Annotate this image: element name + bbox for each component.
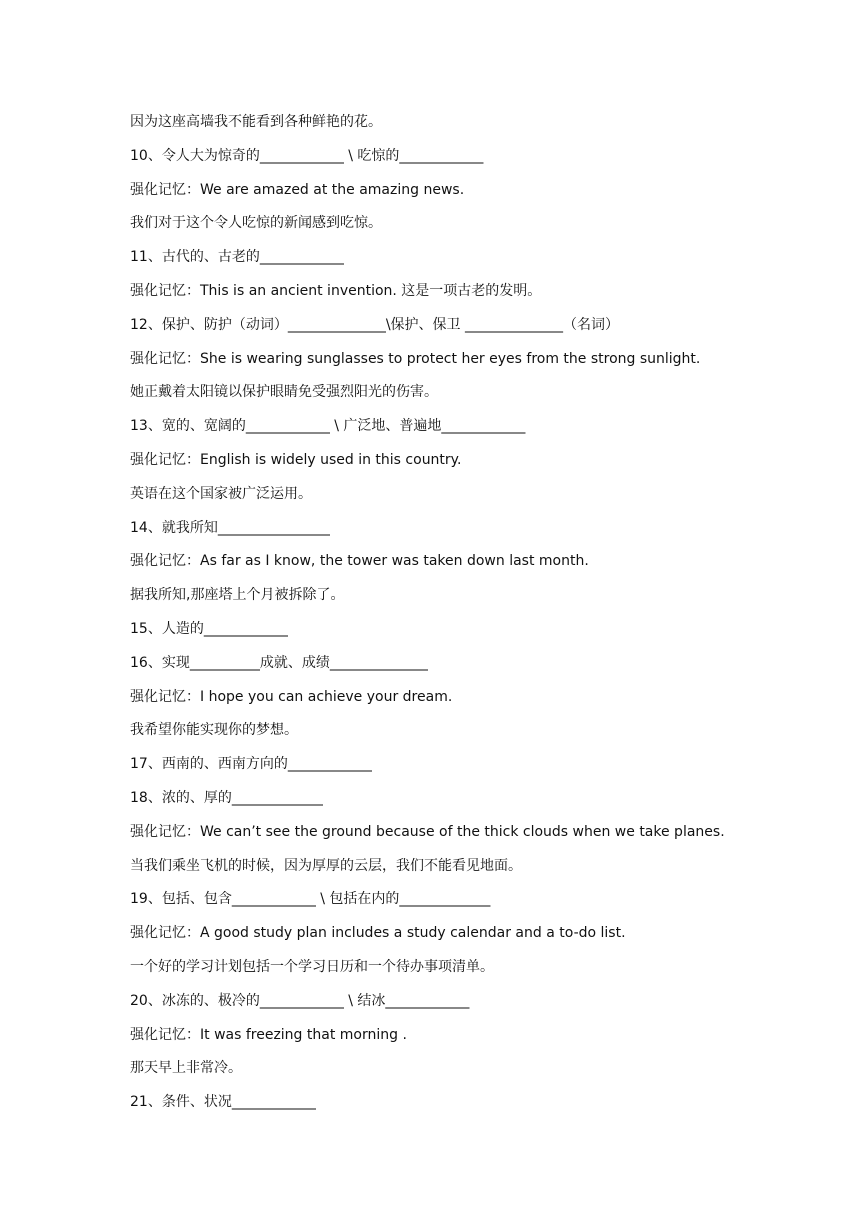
translation-line: 我希望你能实现你的梦想。: [130, 722, 298, 739]
vocab-item-20: 20、冰冻的、极冷的____________ \ 结冰____________: [130, 992, 470, 1009]
vocab-item-10: 10、令人大为惊奇的____________ \ 吃惊的____________: [130, 147, 484, 164]
translation-line: 英语在这个国家被广泛运用。: [130, 485, 312, 502]
reinforce-line: 强化记忆：She is wearing sunglasses to protect her eyes from the strong sunlight.: [130, 350, 701, 367]
reinforce-line: 强化记忆：As far as I know, the tower was taken down last month.: [130, 553, 589, 570]
translation-line: 一个好的学习计划包括一个学习日历和一个待办事项清单。: [130, 958, 494, 975]
text-lines: [130, 112, 770, 1126]
vocab-item-14: 14、就我所知________________: [130, 519, 330, 536]
sentence-line: 因为这座高墙我不能看到各种鲜艳的花。: [130, 114, 382, 130]
translation-line: 据我所知,那座塔上个月被拆除了。: [130, 587, 345, 604]
vocab-item-17: 17、西南的、西南方向的____________: [130, 756, 372, 773]
translation-line: 当我们乘坐飞机的时候，因为厚厚的云层，我们不能看见地面。: [130, 857, 522, 874]
vocab-item-18: 18、浓的、厚的_____________: [130, 789, 323, 806]
reinforce-line: 强化记忆：English is widely used in this country.: [130, 451, 462, 468]
reinforce-line: 强化记忆：We can’t see the ground because of the thick clouds when we take planes.: [130, 823, 725, 840]
reinforce-line: 强化记忆：A good study plan includes a study calendar and a to-do list.: [130, 925, 626, 942]
reinforce-line: 强化记忆：We are amazed at the amazing news.: [130, 181, 465, 198]
reinforce-line: 强化记忆：I hope you can achieve your dream.: [130, 688, 453, 705]
vocab-item-13: 13、宽的、宽阔的____________ \ 广泛地、普遍地____________: [130, 418, 526, 435]
translation-line: 我们对于这个令人吃惊的新闻感到吃惊。: [130, 215, 382, 232]
vocab-item-15: 15、人造的____________: [130, 620, 288, 637]
translation-line: 那天早上非常冷。: [130, 1060, 242, 1077]
vocab-item-11: 11、古代的、古老的____________: [130, 249, 344, 266]
translation-line: 她正戴着太阳镜以保护眼睛免受强烈阳光的伤害。: [130, 384, 438, 401]
vocab-item-19: 19、包括、包含____________ \ 包括在内的_____________: [130, 891, 491, 908]
reinforce-line: 强化记忆：This is an ancient invention. 这是一项古老的发明。: [130, 282, 542, 299]
reinforce-line: 强化记忆：It was freezing that morning .: [130, 1026, 407, 1043]
vocab-item-16: 16、实现__________成就、成绩______________: [130, 654, 428, 671]
vocab-item-12: 12、保护、防护（动词）______________\保护、保卫 ______________（名词）: [130, 316, 619, 333]
vocab-item-21: 21、条件、状况____________: [130, 1094, 316, 1111]
